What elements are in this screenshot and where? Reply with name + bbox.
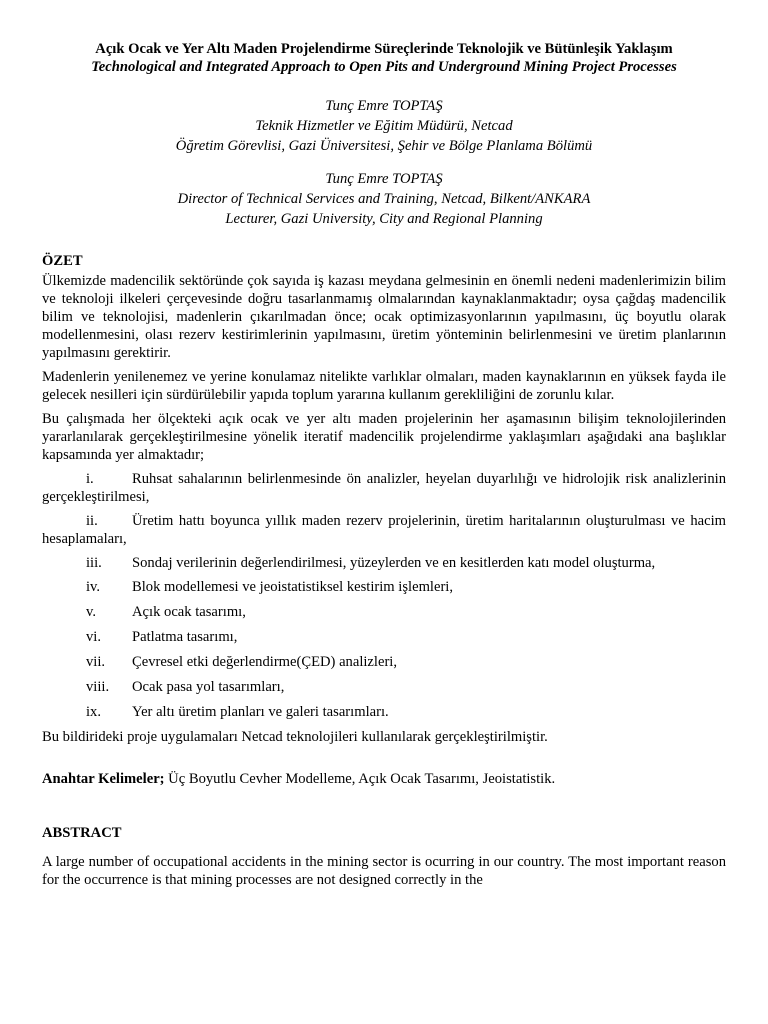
keywords-line bbox=[42, 770, 726, 788]
keywords-label: Anahtar Kelimeler; bbox=[42, 771, 165, 787]
list-item: v. Açık ocak tasarımı, bbox=[86, 604, 246, 620]
author-role: Director of Technical Services and Training, Netcad, Bilkent/ANKARA bbox=[177, 191, 591, 207]
abstract-paragraph-1: A large number of occupational accidents in the mining sector is ocurring in our country. The most important reason for the occurrence is that mining processes are not designed correctly in the bbox=[42, 854, 726, 888]
author-block-turkish bbox=[42, 96, 726, 156]
paper-content bbox=[42, 40, 726, 889]
title-block bbox=[42, 40, 726, 76]
author-affiliation: Lecturer, Gazi University, City and Regional Planning bbox=[225, 211, 543, 227]
author-name: Tunç Emre TOPTAŞ bbox=[325, 98, 443, 114]
ozet-paragraph-3: Bu çalışmada her ölçekteki açık ocak ve yer altı maden projelerinin her aşamasının bilişim teknolojilerinden yararlanılarak gerçekleştirilmesine yönelik iteratif madencilik projelendirme yaklaşımları aşağıdaki ana başlıklar kapsamında yer almaktadır; bbox=[42, 411, 726, 463]
title-turkish: Açık Ocak ve Yer Altı Maden Projelendirme Süreçlerinde Teknolojik ve Bütünleşik Yaklaşım bbox=[95, 41, 673, 57]
list-item: vi. Patlatma tasarımı, bbox=[86, 629, 238, 645]
author-affiliation: Öğretim Görevlisi, Gazi Üniversitesi, Şehir ve Bölge Planlama Bölümü bbox=[175, 138, 593, 154]
list-item: viii. Ocak pasa yol tasarımları, bbox=[86, 679, 285, 695]
ozet-paragraph-4: Bu bildirideki proje uygulamaları Netcad teknolojileri kullanılarak gerçekleştirilmiştir. bbox=[42, 729, 548, 745]
keywords-text: Üç Boyutlu Cevher Modelleme, Açık Ocak Tasarımı, Jeoistatistik. bbox=[164, 771, 556, 787]
author-block-english bbox=[42, 169, 726, 229]
author-role: Teknik Hizmetler ve Eğitim Müdürü, Netcad bbox=[255, 118, 513, 134]
ozet-paragraph-1: Ülkemizde madencilik sektöründe çok sayıda iş kazası meydana gelmesinin en önemli nedeni madenlerimizin bilim ve teknoloji ilkeleri çerçevesinde doğru tasarlanmamış olmalarından kaynaklanmaktadır; oysa çağdaş madencilik bilim ve teknolojisi, madenlerin çıkarılmadan önce; ocak optimizasyonlarının yapılmasını, üç boyutlu olarak modellenmesini, olası rezerv kestirimlerinin yapılmasını, üretim yönteminin belirlenmesini ve üretim planlarının yapılmasını gerektirir. bbox=[42, 273, 726, 361]
ozet-heading: ÖZET bbox=[42, 253, 83, 269]
list-item: vii. Çevresel etki değerlendirme(ÇED) analizleri, bbox=[86, 654, 398, 670]
list-item: iv. Blok modellemesi ve jeoistatistiksel kestirim işlemleri, bbox=[86, 579, 454, 595]
list-item: ii. Üretim hattı boyunca yıllık maden rezerv projelerinin, üretim haritalarının oluşturulması ve hacim hesaplamaları, bbox=[42, 513, 726, 547]
list-item: i. Ruhsat sahalarının belirlenmesinde ön analizler, heyelan duyarlılığı ve hidrolojik risk analizlerinin gerçekleştirilmesi, bbox=[42, 471, 726, 505]
list-item: ix. Yer altı üretim planları ve galeri tasarımları. bbox=[86, 704, 389, 720]
abstract-heading: ABSTRACT bbox=[42, 825, 122, 841]
ozet-paragraph-2: Madenlerin yenilenemez ve yerine konulamaz nitelikte varlıklar olmaları, maden kaynaklarının en yüksek fayda ile gelecek nesilleri için sürdürülebilir yapıda toplum yararına kullanım gerekliliğini de zorunlu kılar. bbox=[42, 369, 726, 403]
list-item: iii. Sondaj verilerinin değerlendirilmesi, yüzeylerden ve en kesitlerden katı model oluşturma, bbox=[86, 555, 656, 571]
author-name: Tunç Emre TOPTAŞ bbox=[325, 171, 443, 187]
title-english: Technological and Integrated Approach to Open Pits and Underground Mining Project Processes bbox=[91, 59, 677, 75]
